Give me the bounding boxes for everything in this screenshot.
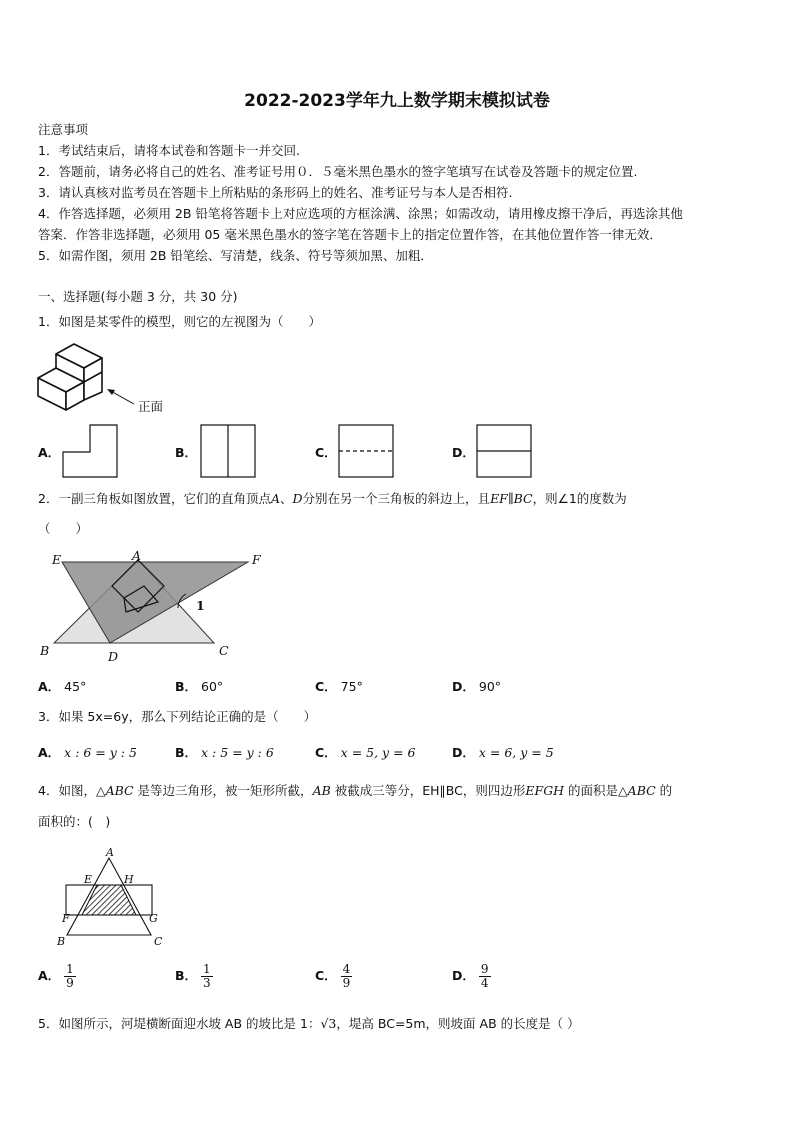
fraction: $\frac{9}{4}$: [480, 962, 489, 990]
q4-label-e: E: [84, 873, 93, 886]
q2-paren: （ ）: [38, 521, 89, 536]
fraction: $\frac{1}{3}$: [203, 962, 211, 990]
q4-option-b[interactable]: B． $\frac{1}{3}$: [175, 962, 211, 990]
q2-label-b: B: [40, 643, 50, 658]
q3-option-d[interactable]: D． x = 6, y = 5: [452, 745, 554, 760]
q4-option-a[interactable]: A． $\frac{1}{9}$: [38, 962, 74, 990]
front-label: 正面: [138, 399, 164, 414]
q4-label-f: F: [62, 912, 70, 925]
q4-stem: 4．如图，△ABC 是等边三角形，被一矩形所截，AB 被截成三等分，EH∥BC，则四边形EFGH 的面积是△ABC 的: [38, 783, 673, 798]
q2-option-b[interactable]: B． 60°: [175, 679, 224, 694]
notice-item: 1．考试结束后，请将本试卷和答题卡一并交回.: [38, 143, 300, 158]
q2-label-angle-1: 1: [196, 598, 205, 613]
q2-option-d[interactable]: D． 90°: [452, 679, 502, 694]
q1-option-c-figure: [338, 424, 394, 478]
q4-label-h: H: [124, 873, 134, 886]
q2-stem: 2．一副三角板如图放置，它们的直角顶点A、D分别在另一个三角板的斜边上，且EF∥BC，则∠1的度数为: [38, 491, 627, 506]
page-title: 2022-2023学年九上数学期末模拟试卷: [244, 91, 550, 111]
q2-label-e: E: [52, 552, 62, 567]
q2-label-c: C: [219, 643, 229, 658]
section-heading: 一、选择题(每小题 3 分，共 30 分): [38, 289, 238, 304]
q3-option-a[interactable]: A． x : 6 = y : 5: [38, 745, 137, 760]
q2-option-c[interactable]: C． 75°: [315, 679, 363, 694]
notice-item: 4．作答选择题，必须用 2B 铅笔将答题卡上对应选项的方框涂满、涂黑；如需改动，请用橡皮擦干净后，再选涂其他: [38, 206, 683, 221]
q2-label-f: F: [252, 552, 261, 567]
q4-label-g: G: [149, 912, 158, 925]
q3-option-b[interactable]: B． x : 5 = y : 6: [175, 745, 274, 760]
q3-stem: 3．如果 5x=6y，那么下列结论正确的是（ ）: [38, 709, 317, 724]
notice-item: 答案．作答非选择题，必须用 05 毫米黑色墨水的签字笔在答题卡上的指定位置作答，在其他位置作答一律无效．: [38, 227, 662, 242]
q1-option-d[interactable]: D．: [452, 445, 475, 460]
q4-triangle-figure: [60, 850, 170, 940]
q1-option-a-figure: [62, 424, 118, 478]
q1-stem: 1．如图是某零件的模型，则它的左视图为（ ）: [38, 314, 321, 329]
notice-item: 2．答题前，请务必将自己的姓名、准考证号用０．５毫米黑色墨水的签字笔填写在试卷及答题卡的规定位置.: [38, 164, 638, 179]
fraction: $\frac{4}{9}$: [342, 962, 351, 990]
fraction: $\frac{1}{9}$: [66, 962, 74, 990]
q1-option-a[interactable]: A．: [38, 445, 61, 460]
q4-option-c[interactable]: C． $\frac{4}{9}$: [315, 962, 351, 990]
q2-label-d: D: [108, 649, 119, 664]
q2-label-a: A: [132, 548, 142, 563]
q3-option-c[interactable]: C． x = 5, y = 6: [315, 745, 416, 760]
q5-stem: 5．如图所示，河堤横断面迎水坡 AB 的坡比是 1：√3，堤高 BC=5m，则坡面 AB 的长度是（ ）: [38, 1016, 580, 1031]
q4-label-a: A: [106, 846, 114, 859]
q1-option-b[interactable]: B．: [175, 445, 198, 460]
q2-triangles-figure: [38, 550, 268, 660]
q2-option-a[interactable]: A． 45°: [38, 679, 87, 694]
notice-item: 5．如需作图，须用 2B 铅笔绘、写清楚，线条、符号等须加黑、加粗．: [38, 248, 433, 263]
q1-option-b-figure: [200, 424, 256, 478]
q4-label-c: C: [154, 935, 163, 948]
q4-stem-line2: 面积的：( ): [38, 814, 111, 829]
notice-heading: 注意事项: [38, 122, 89, 137]
q1-option-c[interactable]: C．: [315, 445, 337, 460]
q4-option-d[interactable]: D． $\frac{9}{4}$: [452, 962, 489, 990]
q1-option-d-figure: [476, 424, 532, 478]
notice-item: 3．请认真核对监考员在答题卡上所粘贴的条形码上的姓名、准考证号与本人是否相符.: [38, 185, 513, 200]
q4-label-b: B: [57, 935, 66, 948]
